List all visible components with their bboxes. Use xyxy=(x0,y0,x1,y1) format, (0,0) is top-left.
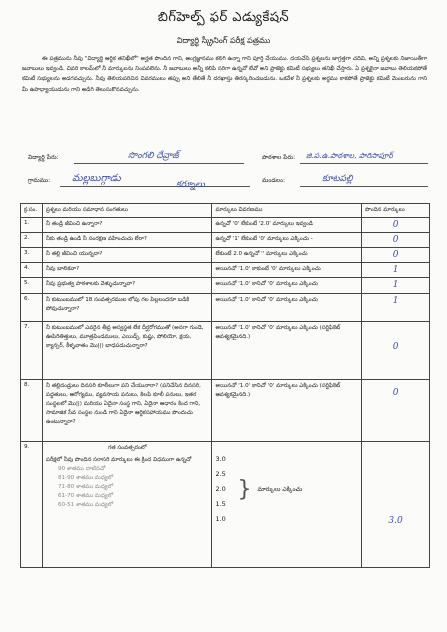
scale-value: 2.0 xyxy=(215,485,226,493)
table-header-row xyxy=(21,204,430,218)
scale-row: 71-80 శాతము మధ్యలో xyxy=(57,484,114,490)
row-mark: 1 xyxy=(392,280,399,290)
scale-value: 2.5 xyxy=(215,470,226,478)
row-mark: 0 xyxy=(392,342,399,352)
school-name-underline xyxy=(300,163,428,164)
table-row xyxy=(21,263,430,278)
scale-brace-icon: } xyxy=(237,476,252,502)
instructions-paragraph xyxy=(22,54,427,95)
scale-value: 1.0 xyxy=(215,515,226,523)
row-question: నీకు తండ్రి ఉండి నీ సంరక్షణ వహించుచు లేరా? xyxy=(42,233,211,248)
row-question: నీ తండ్రి జీవించి ఉన్నారా? xyxy=(42,218,211,233)
row-mark-cell[interactable] xyxy=(362,218,430,233)
row-number: 7. xyxy=(21,322,43,380)
row-number: 4. xyxy=(21,263,43,278)
row-question: నీ కుటుంబములో 18 సంవత్సరముల లోపు గల పిల్లలందరూ బడికి పోవుచున్నారా? xyxy=(42,294,211,322)
row-mark-cell[interactable] xyxy=(362,442,430,568)
table-row xyxy=(21,442,430,568)
table-row xyxy=(21,233,430,248)
school-name-label: పాఠశాల పేరు: xyxy=(262,154,296,161)
student-name-underline xyxy=(74,163,244,164)
row-mark-cell[interactable] xyxy=(362,233,430,248)
row-question xyxy=(42,442,211,568)
scale-note: మార్కులు ఎక్కించు xyxy=(257,486,303,493)
col-header-question: ప్రశ్నలు మరియు సమాధాన సంగతులు xyxy=(42,204,211,218)
row-rule: అయినచో '1.0' కాకుంటే '0' మార్కులు ఎక్కించు xyxy=(212,263,362,278)
scale-row: 81-90 శాతము మధ్యలో xyxy=(57,475,114,481)
school-name-value: జి.ప.ఉ.పాఠశాల, పారిసాపూర్ xyxy=(306,151,393,160)
row-rule: అయినచో '1.0' కానిచో '0' మార్కులు ఎక్కించు xyxy=(212,278,362,294)
form-subtitle: విద్యార్థి స్క్రీనింగ్ పరీక్ష పత్రము xyxy=(176,36,271,45)
row-number: 5. xyxy=(21,278,43,294)
row-mark-cell[interactable] xyxy=(362,278,430,294)
row-question-body: పరీక్షలో నీవు పొందిన సరాసరి మార్కులు ఈ క్రింద విధముగా ఉన్నచో xyxy=(45,457,192,463)
row-mark: 0 xyxy=(392,220,399,230)
table-row xyxy=(21,248,430,263)
row-number: 2. xyxy=(21,233,43,248)
row-mark-cell[interactable] xyxy=(362,248,430,263)
row-question-title: గత సంవత్సరంలో xyxy=(107,445,147,451)
village-underline xyxy=(60,186,250,187)
row-mark: 0 xyxy=(392,235,399,245)
row-mark-cell[interactable] xyxy=(362,294,430,322)
row-rule: ఉన్నచో '1' లేకుంటే '0' మార్కులు ఎక్కించు - xyxy=(212,233,362,248)
row-number: 9. xyxy=(21,442,43,568)
row-mark-cell[interactable] xyxy=(362,322,430,380)
row-question: నీ తల్లిదండ్రులు దినసరి కూలీలుగా పని చేయునారా? (పనిచేసిన దినసరి, పద్ధతులు, ఆరోగ్యము, వ్యవసాయ పనులు, కిలపి కూలీ పనులు, ఇతర సంస్థలలో మొ||) మరియు ఏదైనా సంస్థ గాని, ఏదైనా ఆధారం కింద గాని, సామాజిక సేవ సంస్థల నుండి గాని ఏదైనా ఆర్థికసహాయము పొందుచు ఉంటున్నారా? xyxy=(42,380,211,442)
row-mark-cell[interactable] xyxy=(362,263,430,278)
row-question: నీవు బాలికవా? xyxy=(42,263,211,278)
student-name-value: సొంగలి దేవ్రాజ్ xyxy=(128,151,179,161)
row-rule xyxy=(212,442,362,568)
table-row xyxy=(21,294,430,322)
row-rule: అయినచో '1.0' కానిచో '0' మార్కులు ఎక్కించు (సర్టిఫికెట్ ఆవశ్యకమైనది.) xyxy=(212,380,362,442)
table-row xyxy=(21,218,430,233)
row-mark-cell[interactable] xyxy=(362,380,430,442)
row-number: 3. xyxy=(21,248,43,263)
district-value: కర్నూలు xyxy=(176,180,205,190)
row-rule: అయినచో '1.0' కానిచో '0' మార్కులు ఎక్కించు (సర్టిఫికెట్ ఆవశ్యకమైనది.) xyxy=(212,322,362,380)
table-row xyxy=(21,278,430,294)
scale-row: 90 శాతము దాటినచో xyxy=(57,466,106,472)
scale-row: 60-51 శాతము మధ్యలో xyxy=(57,502,114,508)
scale-value: 3.0 xyxy=(215,455,226,463)
row-rule: లేకుంటే 2.0 ఉన్నచో '' మార్కులు ఎక్కించు xyxy=(212,248,362,263)
row-question: నీవు ప్రభుత్వ పాఠశాలకు వెళ్ళుచున్నావా? xyxy=(42,278,211,294)
row-rule: అయినచో '1.0' కానిచో '0' మార్కులు ఎక్కించు xyxy=(212,294,362,322)
row-number: 1. xyxy=(21,218,43,233)
col-header-rule: మార్కులు వివరణము xyxy=(212,204,362,218)
mandal-value: కూటపల్లి xyxy=(322,174,353,184)
row-mark: 3.0 xyxy=(388,516,403,526)
row-number: 6. xyxy=(21,294,43,322)
questions-table xyxy=(20,203,430,568)
row-mark: 0 xyxy=(392,388,399,398)
village-label: గ్రామము: xyxy=(28,177,51,184)
scale-value: 1.5 xyxy=(215,500,226,508)
col-header-marks: పొందిన మార్కులు xyxy=(362,204,430,218)
row-mark: 1 xyxy=(392,265,399,275)
form-title: బిగ్‌హెల్ప్ ఫర్ ఎడ్యుకేషన్ xyxy=(157,10,290,25)
scale-row: 61-70 శాతము మధ్యలో xyxy=(57,493,114,499)
row-question: నీ కుటుంబములో ఎవరైన తీవ్ర అస్వస్థత లేక దీర్ఘరోగముతో (అనగా గుండె, ఊపిరితిత్తులు, మూత్రపిండములు, ఎయిడ్స్, కుష్టు, పోలియో, క్షయ, క్యాన్సర్, కీళ్ళవాతం మొ||) బాధపడుచున్నారా? xyxy=(42,322,211,380)
row-mark: 0 xyxy=(392,250,399,260)
table-row xyxy=(21,322,430,380)
row-mark: 1 xyxy=(392,296,399,306)
col-header-serial: క్ర.సం. xyxy=(21,204,43,218)
student-name-label: విద్యార్థి పేరు: xyxy=(28,154,59,161)
row-rule: ఉన్నచో '0' లేకుంటే '2.0' మార్కులు ఇవ్వండి xyxy=(212,218,362,233)
mandal-underline xyxy=(300,186,428,187)
table-row xyxy=(21,380,430,442)
mandal-label: మండలం: xyxy=(262,177,286,184)
village-value: మల్లబుగ్గాడు xyxy=(72,173,121,184)
instructions-text: ఈ పత్రమును నీవు "విద్యార్థి ఆర్థిక తనిఖీలో" అర్హత పొందిన గాని, ఆంగ్లజ్ఞానము కలిగి ఉన్నా గాని పూర్తి చేయుము. దయచేసి ప్రశ్నలను జాగ్రత్తగా చదివి, అన్ని ప్రశ్నలకు నిజాయితీగా జవాబులు ఇవ్వండి. చివరి కాలమ్‌లో నీ మార్కులను నింపవలెను. నీ జవాబులు అన్నీ కలిపి సరిగా ఉన్నవో లేవో అని ప్రాజెక్టు కమిటీ సభ్యులు తనిఖీ చేస్తారు. ఏ ప్రశ్నకైనా జవాబు తెలియకపోతే కమిటీ సభ్యులను అడగవచ్చును. నీవు తెలియపరిచిన వివరములు తప్పు అని తేలితే నీ దరఖాస్తు తిరస్కరించబడును. ఒకవేళ నీ ప్రశ్నలకు అర్థము కాకపోతే ప్రాజెక్టు కమిటీ మెంబరును గాని మీ ఉపాధ్యాయుడును గాని అడిగి తెలుసుకొనవచ్చును. xyxy=(22,56,427,93)
row-question: నీ తల్లి జీవించి యున్నదా? xyxy=(42,248,211,263)
row-number: 8. xyxy=(21,380,43,442)
